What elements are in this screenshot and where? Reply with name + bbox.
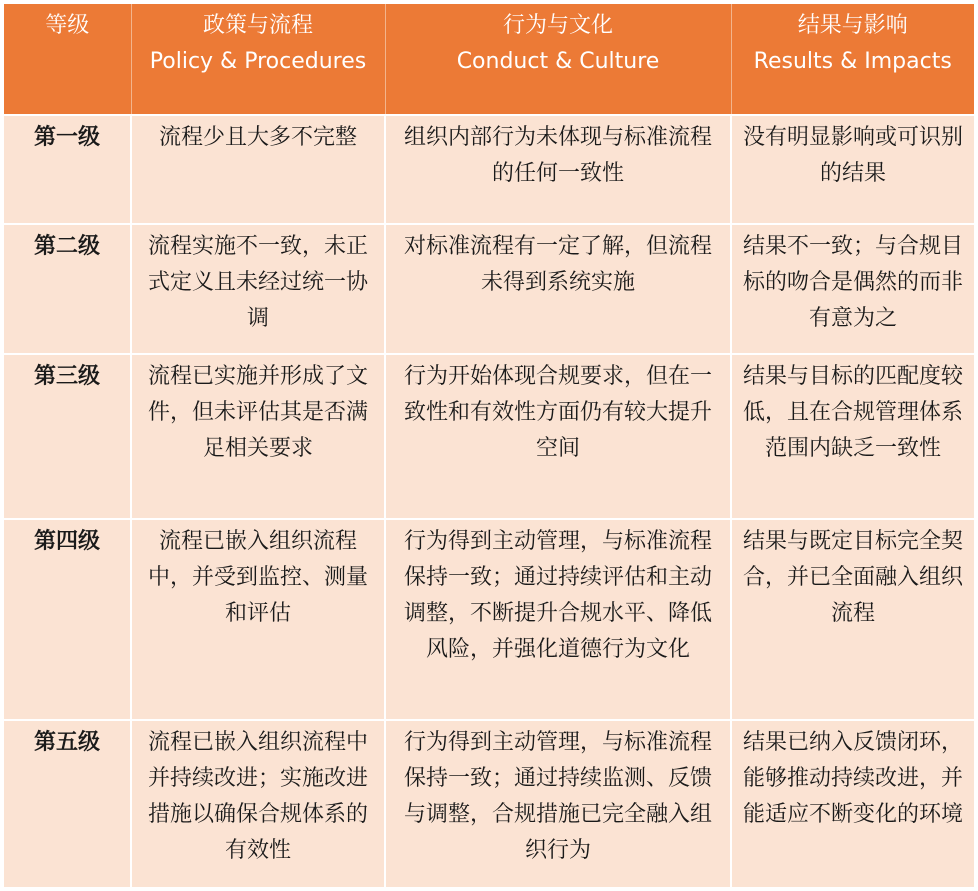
results-cell: 结果已纳入反馈闭环，能够推动持续改进，并能适应不断变化的环境	[731, 720, 974, 887]
header-level-zh: 等级	[45, 13, 90, 38]
conduct-cell: 行为开始体现合规要求，但在一致性和有效性方面仍有较大提升空间	[385, 354, 731, 519]
conduct-cell: 对标准流程有一定了解，但流程未得到系统实施	[385, 224, 731, 354]
table-row	[4, 354, 974, 519]
policy-cell: 流程已嵌入组织流程中并持续改进；实施改进措施以确保合规体系的有效性	[131, 720, 385, 887]
conduct-cell: 行为得到主动管理，与标准流程保持一致；通过持续评估和主动调整，不断提升合规水平、降低风险，并强化道德行为文化	[385, 519, 731, 720]
level-cell: 第三级	[4, 354, 131, 519]
header-results	[731, 4, 974, 115]
policy-cell: 流程少且大多不完整	[131, 115, 385, 224]
policy-cell: 流程实施不一致，未正式定义且未经过统一协调	[131, 224, 385, 354]
results-cell: 结果与既定目标完全契合，并已全面融入组织流程	[731, 519, 974, 720]
table-body	[4, 115, 974, 887]
level-cell: 第二级	[4, 224, 131, 354]
table-row	[4, 519, 974, 720]
maturity-model-table	[4, 4, 974, 887]
header-conduct	[385, 4, 731, 115]
table-row	[4, 720, 974, 887]
level-cell: 第五级	[4, 720, 131, 887]
results-cell: 结果不一致；与合规目标的吻合是偶然的而非有意为之	[731, 224, 974, 354]
header-conduct-zh: 行为与文化	[502, 13, 613, 38]
conduct-cell: 组织内部行为未体现与标准流程的任何一致性	[385, 115, 731, 224]
header-results-en: Results & Impacts	[753, 49, 952, 74]
table-row	[4, 224, 974, 354]
conduct-cell: 行为得到主动管理，与标准流程保持一致；通过持续监测、反馈与调整，合规措施已完全融入组织行为	[385, 720, 731, 887]
level-cell: 第四级	[4, 519, 131, 720]
level-cell: 第一级	[4, 115, 131, 224]
policy-cell: 流程已嵌入组织流程中，并受到监控、测量和评估	[131, 519, 385, 720]
table-header	[4, 4, 974, 115]
header-conduct-en: Conduct & Culture	[456, 49, 660, 74]
results-cell: 结果与目标的匹配度较低，且在合规管理体系范围内缺乏一致性	[731, 354, 974, 519]
header-policy-zh: 政策与流程	[202, 13, 313, 38]
results-cell: 没有明显影响或可识别的结果	[731, 115, 974, 224]
header-policy-en: Policy & Procedures	[149, 49, 367, 74]
header-level	[4, 4, 131, 115]
header-policy	[131, 4, 385, 115]
header-row	[4, 4, 974, 115]
header-results-zh: 结果与影响	[797, 13, 908, 38]
policy-cell: 流程已实施并形成了文件，但未评估其是否满足相关要求	[131, 354, 385, 519]
table-row	[4, 115, 974, 224]
